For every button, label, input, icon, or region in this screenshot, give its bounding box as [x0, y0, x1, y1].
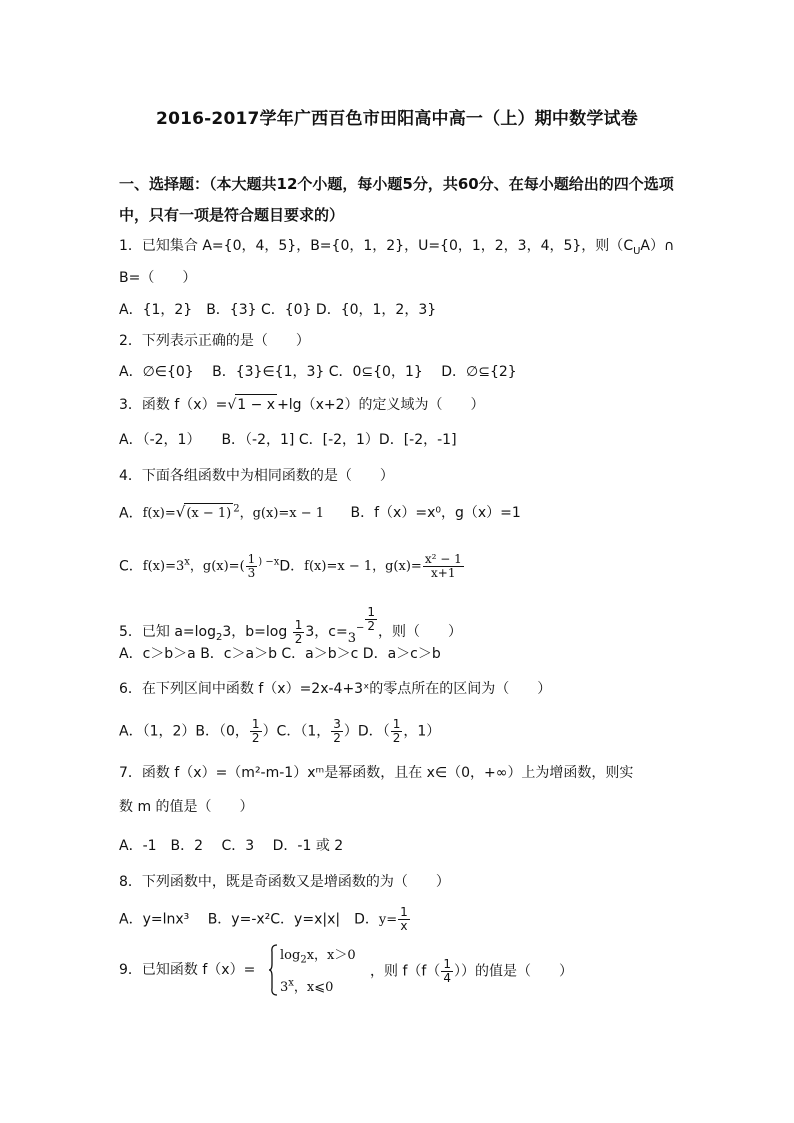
question-1-options: A．{1，2} B．{3} C．{0} D．{0，1，2，3}: [119, 302, 437, 318]
question-9-stem: 9．已知函数 f（x）=: [119, 962, 256, 978]
question-7-stem: 7．函数 f（x）=（m²-m-1）xᵐ是幂函数，且在 x∈（0，+∞）上为增函数，则实: [119, 765, 634, 781]
question-3-options: A．（-2，1） B．（-2，1] C．[-2，1）D．[-2，-1]: [119, 432, 457, 448]
page-title: 2016-2017学年广西百色市田阳高中高一（上）期中数学试卷: [156, 109, 638, 129]
q9-case-1: $\log_2x$，x＞0: [280, 948, 356, 966]
question-7-stem-cont: 数 m 的值是（ ）: [119, 799, 254, 815]
question-7-options: A．-1 B．2 C．3 D．-1 或 2: [119, 838, 344, 854]
question-4-options-cd: C．$f(x)=3^x$，g(x)=( $\frac{1}{3}$ $^{) -x}$D．f(x)=x − 1，g(x)= $\frac{\text{x² − 1}}{x+1}$: [119, 553, 465, 580]
question-2-options: A．∅∈{0} B．{3}∈{1，3} C．0⊆{0，1} D．∅⊆{2}: [119, 364, 517, 380]
question-8-options: A．y=lnx³ B．y=-x²C．y=x|x| D．y= $\frac{1}{x}$: [119, 905, 408, 933]
question-6-stem: 6．在下列区间中函数 f（x）=2x-4+3ˣ的零点所在的区间为（ ）: [119, 681, 552, 697]
question-4-stem: 4．下面各组函数中为相同函数的是（ ）: [119, 468, 394, 484]
question-8-stem: 8．下列函数中，既是奇函数又是增函数的为（ ）: [119, 874, 450, 890]
question-9-stem-end: ，则 f（f（ $\frac{1}{4}$ ））的值是（ ）: [370, 957, 573, 985]
q4-option-b: B．f（x）=x⁰，g（x）=1: [350, 505, 521, 522]
q1-text: 1．已知集合 A={0，4，5}，B={0，1，2}，U={0，1，2，3，4，5}，则（: [119, 238, 624, 254]
question-2-stem: 2．下列表示正确的是（ ）: [119, 333, 310, 349]
question-1-stem: 1．已知集合 A={0，4，5}，B={0，1，2}，U={0，1，2，3，4，5}，则$(C_UA)\cap$: [119, 238, 675, 257]
q9-case-2: 3$^x$，x⩽0: [280, 977, 334, 995]
question-5-options: A．c＞b＞a B．c＞a＞b C．a＞b＞c D．a＞c＞b: [119, 646, 441, 662]
question-1-stem-cont: B=（ ）: [119, 270, 197, 286]
question-5-stem: 5．已知 $a=\log_23$，b=log $\frac{1}{2}$ 3，c=3− $\frac{1}{2}$ ，则（ ）: [119, 605, 463, 646]
question-3-stem: 3．函数 f（x）=√1 − x +lg（x+2）的定义域为（ ）: [119, 394, 485, 415]
q4-option-c: $f(x)=3^x$，g(x)=( $\frac{1}{3}$ $^{) -x}$: [142, 552, 280, 581]
piecewise-brace-icon: [268, 944, 278, 996]
q3-radicand: 1 − x: [235, 394, 277, 415]
question-6-options: A．（1，2）B．（0， $\frac{1}{2}$ ）C．（1， $\frac{3}{2}$ ）D．（ $\frac{1}{2}$ ，1）: [119, 717, 441, 745]
section-heading: 一、选择题：（本大题共12个小题，每小题5分，共60分、在每小题给出的四个选项中，只有一项是符合题目要求的）: [119, 175, 674, 224]
q4-option-d: f(x)=x − 1，g(x)= $\frac{\text{x² − 1}}{x+1}$: [304, 552, 462, 581]
q1-complement: $C_U$: [623, 238, 641, 257]
q4-option-a: f(x)=√(x − 1) $^2$，g(x)=x − 1: [143, 506, 324, 521]
question-4-options-ab: A．f(x)=√(x − 1) $^2$，g(x)=x − 1 B．f（x）=x⁰，g（x）=1: [119, 500, 521, 524]
